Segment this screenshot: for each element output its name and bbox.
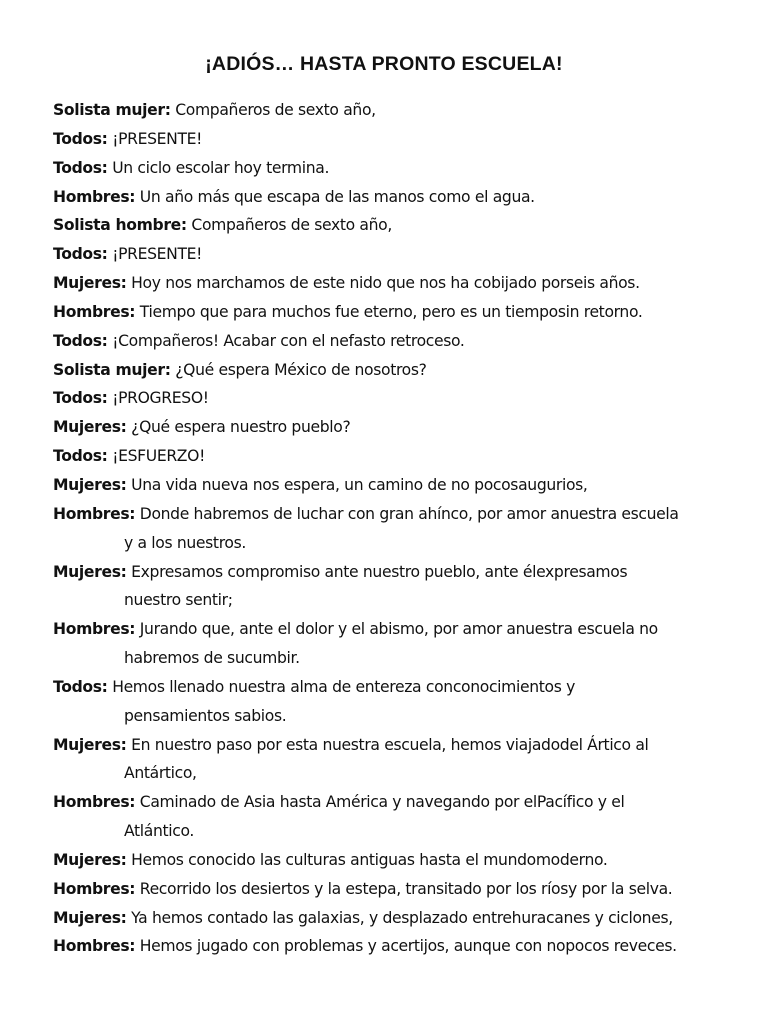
line-text: ¡PRESENTE! xyxy=(112,245,203,264)
speaker-label: Solista mujer: xyxy=(53,101,171,119)
script-line xyxy=(53,932,733,961)
speaker-label: Solista mujer: xyxy=(53,360,171,379)
script-line xyxy=(53,154,733,183)
script-line xyxy=(53,615,733,673)
line-continuation: nuestro sentir; xyxy=(124,591,233,610)
speaker-label: Hombres: xyxy=(53,302,136,321)
line-text: Donde habremos de luchar con gran ahínco, por amor anuestra escuela xyxy=(139,504,679,523)
speaker-label: Mujeres: xyxy=(53,475,127,494)
speaker-label: Todos: xyxy=(53,245,108,264)
speaker-label: Todos: xyxy=(53,331,108,350)
line-text: Caminado de Asia hasta América y navegando por elPacífico y el xyxy=(139,793,625,812)
speaker-label: Mujeres: xyxy=(53,735,127,754)
script-line xyxy=(53,875,733,904)
line-text: Ya hemos contado las galaxias, y desplazado entrehuracanes y ciclones, xyxy=(131,908,673,927)
script-line xyxy=(53,471,733,500)
speaker-label: Mujeres: xyxy=(53,274,127,293)
script-line xyxy=(53,442,733,471)
script-line xyxy=(53,673,733,731)
script-line xyxy=(53,183,733,212)
speaker-label: Todos: xyxy=(53,158,108,177)
script-line xyxy=(53,904,733,933)
script-line xyxy=(53,731,733,789)
line-text: Un ciclo escolar hoy termina. xyxy=(112,158,330,177)
speaker-label: Solista hombre: xyxy=(53,216,187,235)
script-line xyxy=(53,240,733,269)
speaker-label: Mujeres: xyxy=(53,850,127,869)
speaker-label: Hombres: xyxy=(53,879,136,898)
line-text: ¿Qué espera nuestro pueblo? xyxy=(131,418,351,437)
script-line xyxy=(53,327,733,356)
line-continuation: pensamientos sabios. xyxy=(124,706,287,725)
line-text: ¡ESFUERZO! xyxy=(112,447,205,466)
speaker-label: Hombres: xyxy=(53,793,136,812)
line-continuation: Atlántico. xyxy=(124,822,195,841)
script-body xyxy=(53,96,733,961)
script-line xyxy=(53,500,733,558)
line-text: Compañeros de sexto año, xyxy=(175,101,376,119)
line-text: Jurando que, ante el dolor y el abismo, por amor anuestra escuela no xyxy=(139,620,658,639)
document-title: ¡ADIÓS… HASTA PRONTO ESCUELA! xyxy=(205,53,563,75)
script-line xyxy=(53,356,733,385)
script-line xyxy=(53,846,733,875)
script-line xyxy=(53,211,733,240)
speaker-label: Mujeres: xyxy=(53,908,127,927)
line-continuation: y a los nuestros. xyxy=(124,533,246,552)
line-text: Expresamos compromiso ante nuestro pueblo, ante élexpresamos xyxy=(131,562,628,581)
speaker-label: Hombres: xyxy=(53,504,136,523)
line-text: ¿Qué espera México de nosotros? xyxy=(175,360,427,379)
script-line xyxy=(53,298,733,327)
speaker-label: Todos: xyxy=(53,389,108,408)
line-text: ¡PRESENTE! xyxy=(112,129,203,148)
speaker-label: Mujeres: xyxy=(53,562,127,581)
line-text: Hemos llenado nuestra alma de entereza conconocimientos y xyxy=(112,677,575,696)
line-continuation: habremos de sucumbir. xyxy=(124,649,300,668)
speaker-label: Hombres: xyxy=(53,187,136,206)
script-line xyxy=(53,125,733,154)
speaker-label: Todos: xyxy=(53,677,108,696)
line-text: Recorrido los desiertos y la estepa, transitado por los ríosy por la selva. xyxy=(139,879,673,898)
script-line xyxy=(53,96,733,125)
script-line xyxy=(53,413,733,442)
line-text: ¡PROGRESO! xyxy=(112,389,209,408)
script-line xyxy=(53,384,733,413)
speaker-label: Todos: xyxy=(53,447,108,466)
speaker-label: Hombres: xyxy=(53,937,136,956)
line-text: Un año más que escapa de las manos como el agua. xyxy=(139,187,535,206)
line-text: Una vida nueva nos espera, un camino de no pocosaugurios, xyxy=(131,475,588,494)
line-text: Hoy nos marchamos de este nido que nos ha cobijado porseis años. xyxy=(131,274,640,293)
line-text: Hemos conocido las culturas antiguas hasta el mundomoderno. xyxy=(131,850,608,869)
line-continuation: Antártico, xyxy=(124,764,197,783)
line-text: Compañeros de sexto año, xyxy=(191,216,392,235)
script-line xyxy=(53,788,733,846)
speaker-label: Todos: xyxy=(53,129,108,148)
line-text: En nuestro paso por esta nuestra escuela, hemos viajadodel Ártico al xyxy=(131,735,649,754)
line-text: Hemos jugado con problemas y acertijos, aunque con nopocos reveces. xyxy=(139,937,677,956)
speaker-label: Mujeres: xyxy=(53,418,127,437)
line-text: ¡Compañeros! Acabar con el nefasto retroceso. xyxy=(112,331,465,350)
line-text: Tiempo que para muchos fue eterno, pero es un tiemposin retorno. xyxy=(139,302,643,321)
speaker-label: Hombres: xyxy=(53,620,136,639)
script-line xyxy=(53,269,733,298)
script-line xyxy=(53,558,733,616)
